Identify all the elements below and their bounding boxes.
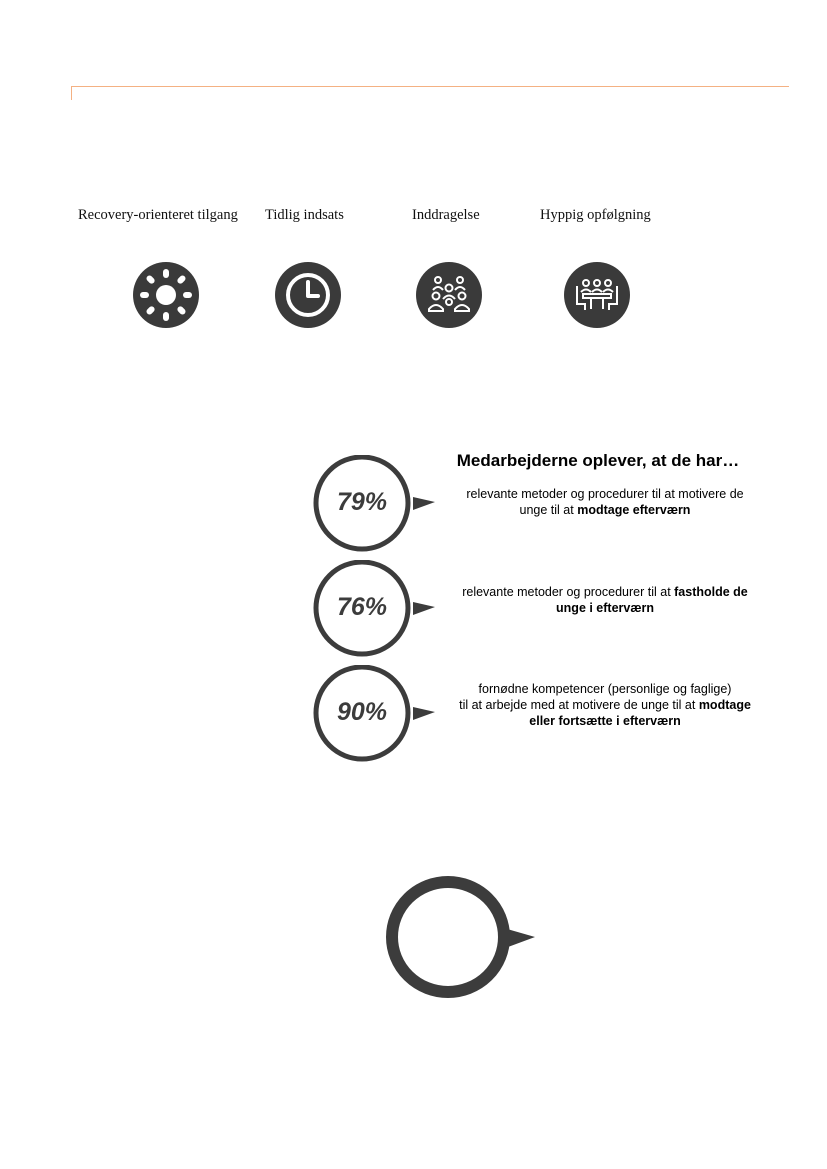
stat-text-2: [440, 584, 770, 616]
stat-text-run-bold: unge i efterværn: [556, 601, 654, 615]
header-rule-corner: [71, 86, 72, 100]
stat-text-3: [440, 681, 770, 729]
stat-line: [440, 681, 770, 697]
principle-label-follow-up: Hyppig opfølgning: [540, 207, 651, 223]
stat-value-2: 76%: [336, 592, 388, 621]
stat-text-run: unge til at: [519, 503, 578, 517]
stat-bubble-3: [305, 665, 437, 767]
stat-text-run-bold: modtage efterværn: [577, 503, 691, 517]
empty-speech-bubble-icon: [380, 875, 540, 1000]
stat-value-1: 79%: [336, 487, 388, 516]
stat-text-run: relevante metoder og procedurer til at motivere de: [466, 487, 744, 501]
clock-icon: [275, 262, 341, 328]
principle-label-recovery: Recovery-orienteret tilgang: [78, 207, 238, 223]
stat-line: [440, 486, 770, 502]
people-group-icon: [416, 262, 482, 328]
stat-value-3: 90%: [336, 697, 388, 726]
stat-line: [440, 502, 770, 518]
header-rule: [71, 86, 789, 87]
stat-text-run-bold: modtage: [698, 698, 751, 712]
principle-label-involvement: Inddragelse: [412, 207, 480, 223]
stat-line: [440, 600, 770, 616]
meeting-table-icon: [564, 262, 630, 328]
principle-label-early-effort: Tidlig indsats: [265, 207, 344, 223]
stat-text-1: [440, 486, 770, 518]
stat-text-run: fornødne kompetencer (personlige og faglige): [478, 682, 732, 696]
stat-text-run-bold: eller fortsætte i efterværn: [529, 714, 681, 728]
sun-icon: [133, 262, 199, 328]
stat-line: [440, 713, 770, 729]
stat-line: [440, 584, 770, 600]
stat-text-run-bold: fastholde de: [674, 585, 748, 599]
stat-text-run: relevante metoder og procedurer til at: [462, 585, 675, 599]
stat-line: [440, 697, 770, 713]
stat-text-run: til at arbejde med at motivere de unge til at: [459, 698, 699, 712]
stat-bubble-2: [305, 560, 437, 662]
stat-bubble-1: [305, 455, 437, 557]
stats-heading: Medarbejderne oplever, at de har…: [456, 451, 740, 470]
